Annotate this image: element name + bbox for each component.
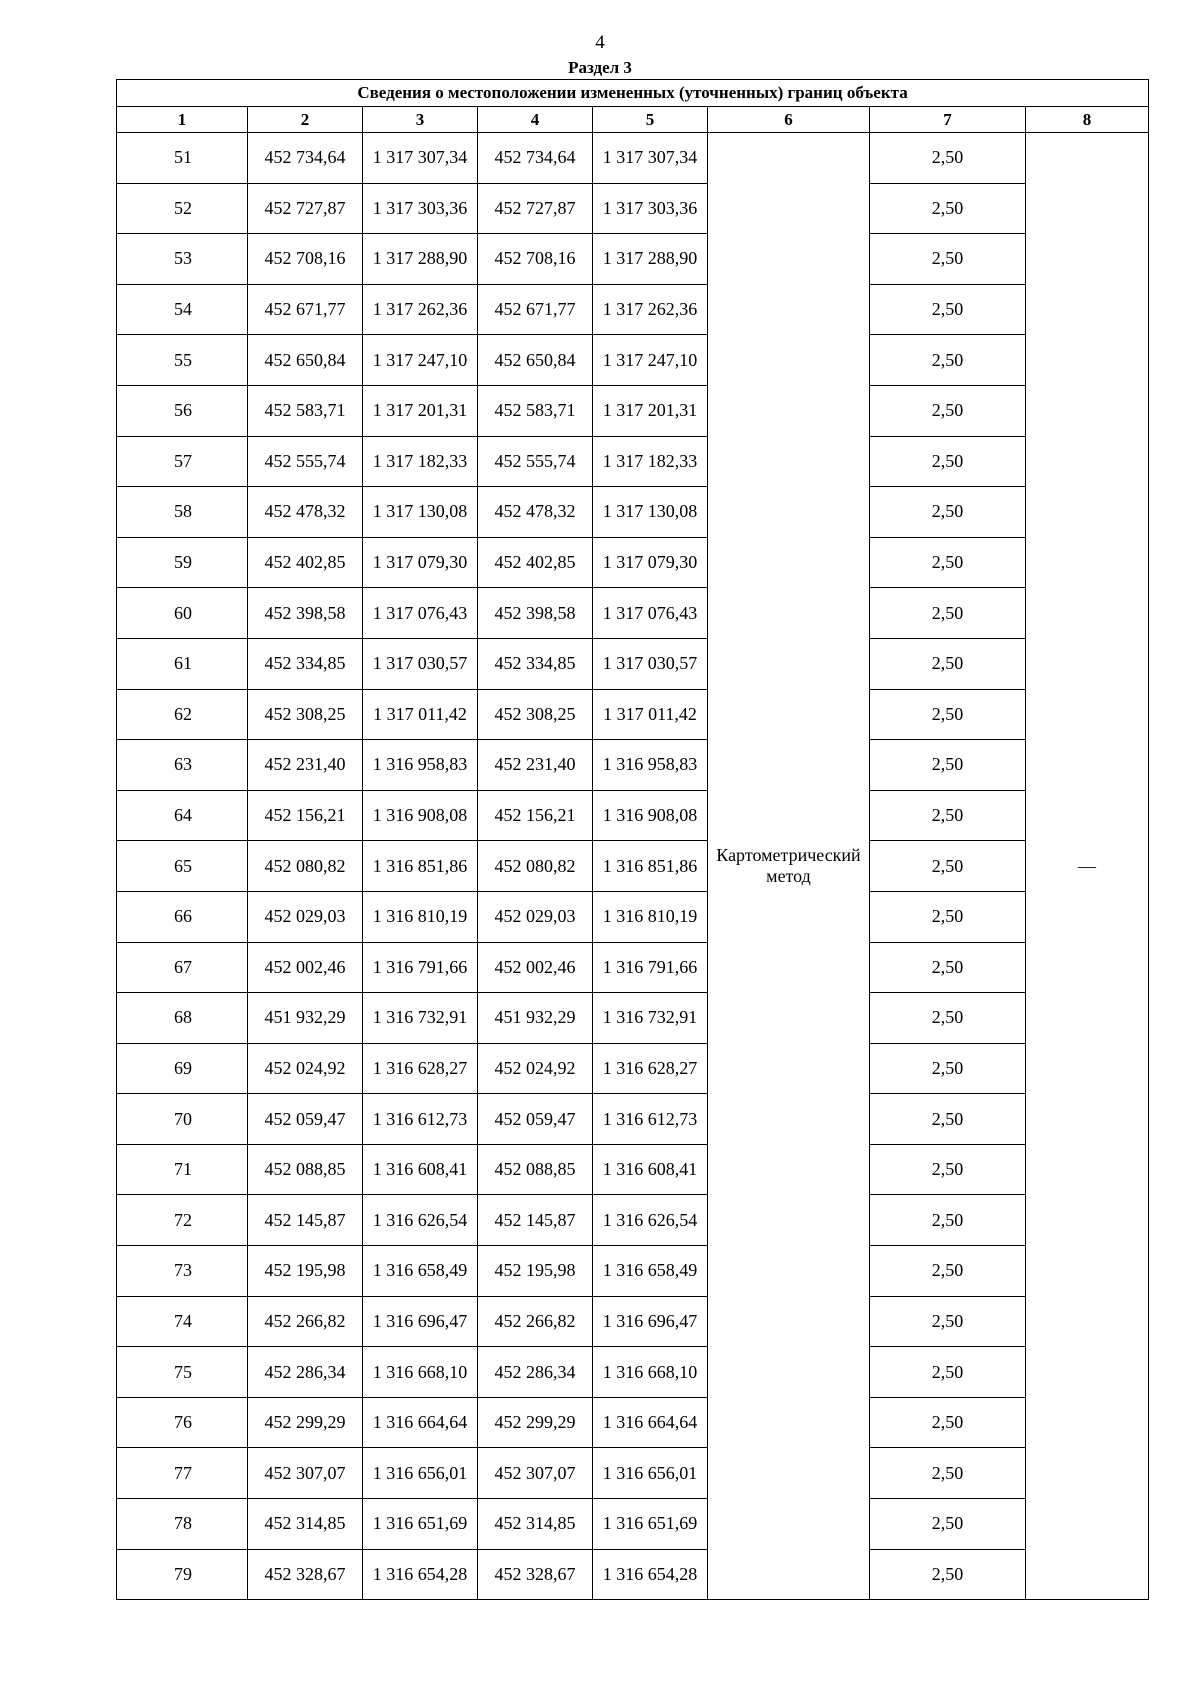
- y-coordinate-new-cell: 1 317 079,30: [593, 537, 708, 588]
- point-number-cell: 66: [117, 891, 248, 942]
- y-coordinate-old-cell: 1 317 011,42: [363, 689, 478, 740]
- accuracy-cell: 2,50: [870, 436, 1026, 487]
- table-row: [117, 1094, 1149, 1145]
- column-number: 8: [1026, 107, 1149, 133]
- accuracy-cell: 2,50: [870, 1144, 1026, 1195]
- point-number-cell: 51: [117, 133, 248, 184]
- table-row: [117, 993, 1149, 1044]
- point-number-cell: 71: [117, 1144, 248, 1195]
- y-coordinate-old-cell: 1 316 791,66: [363, 942, 478, 993]
- accuracy-cell: 2,50: [870, 284, 1026, 335]
- point-number-cell: 52: [117, 183, 248, 234]
- point-number-cell: 73: [117, 1246, 248, 1297]
- x-coordinate-old-cell: 452 024,92: [248, 1043, 363, 1094]
- y-coordinate-old-cell: 1 316 608,41: [363, 1144, 478, 1195]
- x-coordinate-old-cell: 452 266,82: [248, 1296, 363, 1347]
- point-number-cell: 69: [117, 1043, 248, 1094]
- accuracy-cell: 2,50: [870, 993, 1026, 1044]
- method-cell: Картометрический метод: [708, 133, 870, 1600]
- y-coordinate-old-cell: 1 316 658,49: [363, 1246, 478, 1297]
- y-coordinate-new-cell: 1 316 696,47: [593, 1296, 708, 1347]
- y-coordinate-new-cell: 1 317 288,90: [593, 234, 708, 285]
- accuracy-cell: 2,50: [870, 1296, 1026, 1347]
- table-row: [117, 335, 1149, 386]
- point-number-cell: 58: [117, 487, 248, 538]
- x-coordinate-old-cell: 452 478,32: [248, 487, 363, 538]
- point-number-cell: 54: [117, 284, 248, 335]
- y-coordinate-old-cell: 1 316 958,83: [363, 740, 478, 791]
- x-coordinate-new-cell: 452 650,84: [478, 335, 593, 386]
- table-row: [117, 1043, 1149, 1094]
- x-coordinate-old-cell: 452 734,64: [248, 133, 363, 184]
- y-coordinate-old-cell: 1 316 732,91: [363, 993, 478, 1044]
- column-number: 4: [478, 107, 593, 133]
- y-coordinate-new-cell: 1 317 303,36: [593, 183, 708, 234]
- y-coordinate-new-cell: 1 316 664,64: [593, 1397, 708, 1448]
- y-coordinate-new-cell: 1 316 608,41: [593, 1144, 708, 1195]
- point-number-cell: 60: [117, 588, 248, 639]
- y-coordinate-old-cell: 1 316 654,28: [363, 1549, 478, 1600]
- y-coordinate-new-cell: 1 316 658,49: [593, 1246, 708, 1297]
- x-coordinate-old-cell: 452 328,67: [248, 1549, 363, 1600]
- y-coordinate-old-cell: 1 316 668,10: [363, 1347, 478, 1398]
- accuracy-cell: 2,50: [870, 234, 1026, 285]
- table-row: [117, 942, 1149, 993]
- accuracy-cell: 2,50: [870, 1448, 1026, 1499]
- y-coordinate-old-cell: 1 316 851,86: [363, 841, 478, 892]
- y-coordinate-old-cell: 1 317 201,31: [363, 385, 478, 436]
- point-number-cell: 63: [117, 740, 248, 791]
- accuracy-cell: 2,50: [870, 335, 1026, 386]
- section-title: Раздел 3: [568, 58, 632, 77]
- column-number-row: [117, 107, 1149, 133]
- table-row: [117, 790, 1149, 841]
- accuracy-cell: 2,50: [870, 1549, 1026, 1600]
- table-row: [117, 891, 1149, 942]
- y-coordinate-old-cell: 1 316 696,47: [363, 1296, 478, 1347]
- point-number-cell: 77: [117, 1448, 248, 1499]
- point-number-cell: 53: [117, 234, 248, 285]
- x-coordinate-new-cell: 452 195,98: [478, 1246, 593, 1297]
- x-coordinate-old-cell: 452 402,85: [248, 537, 363, 588]
- y-coordinate-new-cell: 1 317 076,43: [593, 588, 708, 639]
- y-coordinate-old-cell: 1 316 810,19: [363, 891, 478, 942]
- point-number-cell: 74: [117, 1296, 248, 1347]
- x-coordinate-new-cell: 452 671,77: [478, 284, 593, 335]
- y-coordinate-new-cell: 1 317 262,36: [593, 284, 708, 335]
- x-coordinate-new-cell: 452 266,82: [478, 1296, 593, 1347]
- x-coordinate-old-cell: 452 286,34: [248, 1347, 363, 1398]
- x-coordinate-old-cell: 452 156,21: [248, 790, 363, 841]
- table-body: [117, 133, 1149, 1600]
- x-coordinate-old-cell: 452 195,98: [248, 1246, 363, 1297]
- accuracy-cell: 2,50: [870, 891, 1026, 942]
- y-coordinate-new-cell: 1 316 654,28: [593, 1549, 708, 1600]
- y-coordinate-new-cell: 1 317 182,33: [593, 436, 708, 487]
- y-coordinate-new-cell: 1 317 011,42: [593, 689, 708, 740]
- accuracy-cell: 2,50: [870, 1246, 1026, 1297]
- y-coordinate-old-cell: 1 316 908,08: [363, 790, 478, 841]
- x-coordinate-old-cell: 452 059,47: [248, 1094, 363, 1145]
- accuracy-cell: 2,50: [870, 841, 1026, 892]
- x-coordinate-old-cell: 452 029,03: [248, 891, 363, 942]
- table-row: [117, 740, 1149, 791]
- y-coordinate-new-cell: 1 316 626,54: [593, 1195, 708, 1246]
- x-coordinate-new-cell: 452 398,58: [478, 588, 593, 639]
- y-coordinate-old-cell: 1 316 628,27: [363, 1043, 478, 1094]
- x-coordinate-new-cell: 452 059,47: [478, 1094, 593, 1145]
- point-number-cell: 55: [117, 335, 248, 386]
- y-coordinate-new-cell: 1 317 030,57: [593, 638, 708, 689]
- accuracy-cell: 2,50: [870, 689, 1026, 740]
- x-coordinate-old-cell: 452 555,74: [248, 436, 363, 487]
- y-coordinate-old-cell: 1 317 303,36: [363, 183, 478, 234]
- x-coordinate-old-cell: 452 307,07: [248, 1448, 363, 1499]
- accuracy-cell: 2,50: [870, 537, 1026, 588]
- point-number-cell: 76: [117, 1397, 248, 1448]
- x-coordinate-old-cell: 452 583,71: [248, 385, 363, 436]
- accuracy-cell: 2,50: [870, 790, 1026, 841]
- y-coordinate-old-cell: 1 317 130,08: [363, 487, 478, 538]
- x-coordinate-old-cell: 451 932,29: [248, 993, 363, 1044]
- x-coordinate-old-cell: 452 088,85: [248, 1144, 363, 1195]
- y-coordinate-new-cell: 1 316 908,08: [593, 790, 708, 841]
- table-row: [117, 284, 1149, 335]
- table-row: [117, 689, 1149, 740]
- x-coordinate-new-cell: 452 231,40: [478, 740, 593, 791]
- x-coordinate-new-cell: 452 029,03: [478, 891, 593, 942]
- table-row: [117, 1397, 1149, 1448]
- y-coordinate-old-cell: 1 317 247,10: [363, 335, 478, 386]
- table-caption-row: [117, 80, 1149, 107]
- x-coordinate-new-cell: 452 145,87: [478, 1195, 593, 1246]
- x-coordinate-old-cell: 452 314,85: [248, 1499, 363, 1550]
- accuracy-cell: 2,50: [870, 588, 1026, 639]
- x-coordinate-old-cell: 452 708,16: [248, 234, 363, 285]
- x-coordinate-new-cell: 452 156,21: [478, 790, 593, 841]
- y-coordinate-old-cell: 1 317 182,33: [363, 436, 478, 487]
- x-coordinate-new-cell: 452 708,16: [478, 234, 593, 285]
- y-coordinate-old-cell: 1 316 664,64: [363, 1397, 478, 1448]
- x-coordinate-new-cell: 452 080,82: [478, 841, 593, 892]
- y-coordinate-old-cell: 1 316 612,73: [363, 1094, 478, 1145]
- column-number: 1: [117, 107, 248, 133]
- accuracy-cell: 2,50: [870, 740, 1026, 791]
- page-number: 4: [595, 32, 605, 53]
- x-coordinate-new-cell: 452 734,64: [478, 133, 593, 184]
- y-coordinate-new-cell: 1 316 732,91: [593, 993, 708, 1044]
- y-coordinate-old-cell: 1 317 079,30: [363, 537, 478, 588]
- x-coordinate-new-cell: 452 088,85: [478, 1144, 593, 1195]
- x-coordinate-old-cell: 452 308,25: [248, 689, 363, 740]
- point-number-cell: 61: [117, 638, 248, 689]
- x-coordinate-new-cell: 452 299,29: [478, 1397, 593, 1448]
- y-coordinate-new-cell: 1 316 651,69: [593, 1499, 708, 1550]
- point-number-cell: 72: [117, 1195, 248, 1246]
- y-coordinate-new-cell: 1 317 201,31: [593, 385, 708, 436]
- table-row: [117, 133, 1149, 184]
- column-number: 7: [870, 107, 1026, 133]
- x-coordinate-old-cell: 452 299,29: [248, 1397, 363, 1448]
- y-coordinate-old-cell: 1 316 626,54: [363, 1195, 478, 1246]
- y-coordinate-new-cell: 1 316 851,86: [593, 841, 708, 892]
- x-coordinate-new-cell: 451 932,29: [478, 993, 593, 1044]
- table-row: [117, 1296, 1149, 1347]
- y-coordinate-old-cell: 1 317 030,57: [363, 638, 478, 689]
- table-row: [117, 487, 1149, 538]
- table-caption: Сведения о местоположении измененных (уточненных) границ объекта: [117, 80, 1149, 107]
- column-8-cell: —: [1026, 133, 1149, 1600]
- point-number-cell: 78: [117, 1499, 248, 1550]
- y-coordinate-new-cell: 1 317 307,34: [593, 133, 708, 184]
- accuracy-cell: 2,50: [870, 1397, 1026, 1448]
- x-coordinate-new-cell: 452 402,85: [478, 537, 593, 588]
- x-coordinate-old-cell: 452 334,85: [248, 638, 363, 689]
- accuracy-cell: 2,50: [870, 942, 1026, 993]
- table-row: [117, 1144, 1149, 1195]
- y-coordinate-old-cell: 1 317 307,34: [363, 133, 478, 184]
- column-number: 5: [593, 107, 708, 133]
- x-coordinate-new-cell: 452 286,34: [478, 1347, 593, 1398]
- point-number-cell: 59: [117, 537, 248, 588]
- point-number-cell: 79: [117, 1549, 248, 1600]
- x-coordinate-new-cell: 452 583,71: [478, 385, 593, 436]
- boundary-coordinates-table: [116, 79, 1149, 1600]
- x-coordinate-old-cell: 452 727,87: [248, 183, 363, 234]
- x-coordinate-old-cell: 452 650,84: [248, 335, 363, 386]
- x-coordinate-new-cell: 452 024,92: [478, 1043, 593, 1094]
- y-coordinate-new-cell: 1 316 958,83: [593, 740, 708, 791]
- y-coordinate-new-cell: 1 316 668,10: [593, 1347, 708, 1398]
- column-number: 3: [363, 107, 478, 133]
- y-coordinate-old-cell: 1 317 076,43: [363, 588, 478, 639]
- accuracy-cell: 2,50: [870, 183, 1026, 234]
- y-coordinate-old-cell: 1 317 288,90: [363, 234, 478, 285]
- accuracy-cell: 2,50: [870, 638, 1026, 689]
- table-row: [117, 436, 1149, 487]
- table-row: [117, 1499, 1149, 1550]
- point-number-cell: 75: [117, 1347, 248, 1398]
- x-coordinate-old-cell: 452 002,46: [248, 942, 363, 993]
- accuracy-cell: 2,50: [870, 1195, 1026, 1246]
- x-coordinate-old-cell: 452 671,77: [248, 284, 363, 335]
- table-row: [117, 537, 1149, 588]
- x-coordinate-new-cell: 452 308,25: [478, 689, 593, 740]
- point-number-cell: 65: [117, 841, 248, 892]
- point-number-cell: 68: [117, 993, 248, 1044]
- y-coordinate-new-cell: 1 317 130,08: [593, 487, 708, 538]
- y-coordinate-new-cell: 1 316 810,19: [593, 891, 708, 942]
- y-coordinate-new-cell: 1 316 656,01: [593, 1448, 708, 1499]
- point-number-cell: 70: [117, 1094, 248, 1145]
- column-number: 2: [248, 107, 363, 133]
- x-coordinate-new-cell: 452 307,07: [478, 1448, 593, 1499]
- table-row: [117, 1549, 1149, 1600]
- accuracy-cell: 2,50: [870, 1043, 1026, 1094]
- x-coordinate-new-cell: 452 328,67: [478, 1549, 593, 1600]
- accuracy-cell: 2,50: [870, 1499, 1026, 1550]
- point-number-cell: 64: [117, 790, 248, 841]
- table-row: [117, 234, 1149, 285]
- x-coordinate-new-cell: 452 478,32: [478, 487, 593, 538]
- table-row: [117, 1347, 1149, 1398]
- table-row: [117, 1246, 1149, 1297]
- table-row: [117, 385, 1149, 436]
- table-row: [117, 1195, 1149, 1246]
- y-coordinate-old-cell: 1 316 656,01: [363, 1448, 478, 1499]
- accuracy-cell: 2,50: [870, 487, 1026, 538]
- point-number-cell: 56: [117, 385, 248, 436]
- table-row: [117, 841, 1149, 892]
- point-number-cell: 67: [117, 942, 248, 993]
- y-coordinate-new-cell: 1 316 791,66: [593, 942, 708, 993]
- table-row: [117, 638, 1149, 689]
- point-number-cell: 57: [117, 436, 248, 487]
- y-coordinate-new-cell: 1 316 612,73: [593, 1094, 708, 1145]
- accuracy-cell: 2,50: [870, 385, 1026, 436]
- x-coordinate-old-cell: 452 231,40: [248, 740, 363, 791]
- y-coordinate-new-cell: 1 316 628,27: [593, 1043, 708, 1094]
- table-row: [117, 1448, 1149, 1499]
- y-coordinate-old-cell: 1 317 262,36: [363, 284, 478, 335]
- table-row: [117, 588, 1149, 639]
- point-number-cell: 62: [117, 689, 248, 740]
- accuracy-cell: 2,50: [870, 133, 1026, 184]
- x-coordinate-new-cell: 452 727,87: [478, 183, 593, 234]
- y-coordinate-old-cell: 1 316 651,69: [363, 1499, 478, 1550]
- accuracy-cell: 2,50: [870, 1347, 1026, 1398]
- x-coordinate-old-cell: 452 145,87: [248, 1195, 363, 1246]
- x-coordinate-old-cell: 452 398,58: [248, 588, 363, 639]
- x-coordinate-new-cell: 452 314,85: [478, 1499, 593, 1550]
- column-number: 6: [708, 107, 870, 133]
- y-coordinate-new-cell: 1 317 247,10: [593, 335, 708, 386]
- x-coordinate-old-cell: 452 080,82: [248, 841, 363, 892]
- x-coordinate-new-cell: 452 334,85: [478, 638, 593, 689]
- accuracy-cell: 2,50: [870, 1094, 1026, 1145]
- table-row: [117, 183, 1149, 234]
- x-coordinate-new-cell: 452 002,46: [478, 942, 593, 993]
- x-coordinate-new-cell: 452 555,74: [478, 436, 593, 487]
